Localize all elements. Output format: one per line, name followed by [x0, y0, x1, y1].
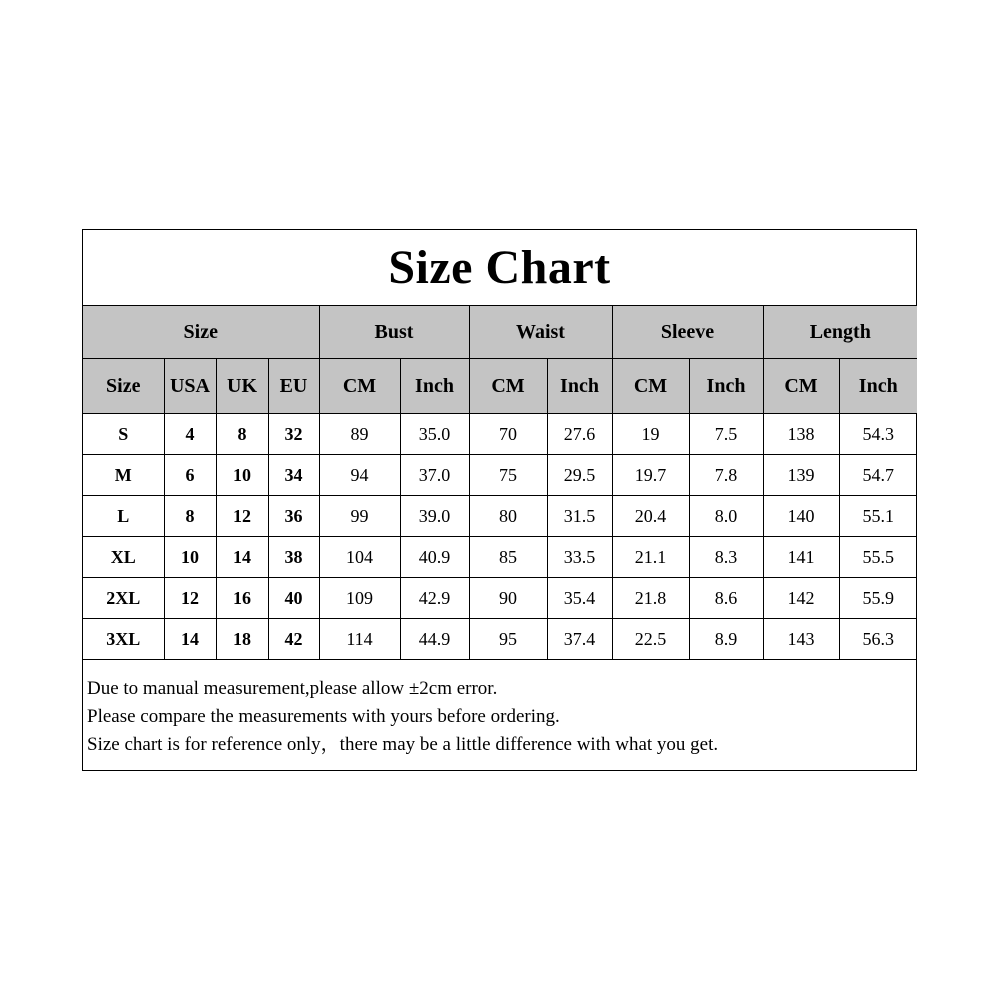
- table-cell: 20.4: [612, 496, 689, 537]
- table-cell: 95: [469, 619, 547, 660]
- table-cell: 21.1: [612, 537, 689, 578]
- table-body: [83, 414, 917, 660]
- table-cell: 42: [268, 619, 319, 660]
- table-cell: 37.4: [547, 619, 612, 660]
- table-cell: 114: [319, 619, 400, 660]
- table-cell: 4: [164, 414, 216, 455]
- table-row: [83, 619, 917, 660]
- table-cell: 8.6: [689, 578, 763, 619]
- table-cell: 55.9: [839, 578, 917, 619]
- sub-header-size: Size: [83, 359, 164, 414]
- table-cell: 19.7: [612, 455, 689, 496]
- table-cell: L: [83, 496, 164, 537]
- group-header-length: Length: [763, 306, 917, 359]
- table-cell: 22.5: [612, 619, 689, 660]
- table-cell: 54.3: [839, 414, 917, 455]
- note-line: Size chart is for reference only，there may be a little difference with what you get.: [87, 734, 719, 755]
- table-row: [83, 414, 917, 455]
- chart-title: Size Chart: [388, 241, 611, 294]
- table-cell: 138: [763, 414, 839, 455]
- table-cell: 8: [216, 414, 268, 455]
- table-cell: 55.1: [839, 496, 917, 537]
- group-header-bust: Bust: [319, 306, 469, 359]
- table-cell: 16: [216, 578, 268, 619]
- table-cell: 31.5: [547, 496, 612, 537]
- table-row: [83, 537, 917, 578]
- table-cell: 90: [469, 578, 547, 619]
- sub-header-sleeve-inch: Inch: [689, 359, 763, 414]
- table-cell: 34: [268, 455, 319, 496]
- sub-header-bust-inch: Inch: [400, 359, 469, 414]
- table-cell: 40: [268, 578, 319, 619]
- table-cell: 12: [164, 578, 216, 619]
- table-row: [83, 496, 917, 537]
- table-row: [83, 578, 917, 619]
- title-row: [83, 230, 916, 306]
- table-cell: 10: [216, 455, 268, 496]
- table-cell: XL: [83, 537, 164, 578]
- table-cell: 18: [216, 619, 268, 660]
- note-line: Due to manual measurement,please allow ±2cm error.: [87, 678, 498, 699]
- notes: [83, 660, 916, 759]
- table-cell: 89: [319, 414, 400, 455]
- sub-header-waist-inch: Inch: [547, 359, 612, 414]
- table-cell: 75: [469, 455, 547, 496]
- table-cell: 19: [612, 414, 689, 455]
- table-cell: 85: [469, 537, 547, 578]
- table-cell: 42.9: [400, 578, 469, 619]
- sub-header-sleeve-cm: CM: [612, 359, 689, 414]
- table-cell: 39.0: [400, 496, 469, 537]
- table-cell: 6: [164, 455, 216, 496]
- note-line: Please compare the measurements with yours before ordering.: [87, 706, 560, 727]
- table-cell: 38: [268, 537, 319, 578]
- sub-header-uk: UK: [216, 359, 268, 414]
- table-cell: 12: [216, 496, 268, 537]
- table-cell: 70: [469, 414, 547, 455]
- sub-header-row: [83, 359, 917, 414]
- table-cell: 44.9: [400, 619, 469, 660]
- table-cell: 104: [319, 537, 400, 578]
- table-cell: 32: [268, 414, 319, 455]
- sub-header-waist-cm: CM: [469, 359, 547, 414]
- table-cell: 94: [319, 455, 400, 496]
- table-cell: 7.8: [689, 455, 763, 496]
- table-cell: 35.0: [400, 414, 469, 455]
- table-cell: 14: [216, 537, 268, 578]
- group-header-size: Size: [83, 306, 319, 359]
- table-cell: 8.0: [689, 496, 763, 537]
- table-cell: 55.5: [839, 537, 917, 578]
- table-cell: 36: [268, 496, 319, 537]
- table-cell: 8.9: [689, 619, 763, 660]
- table-cell: M: [83, 455, 164, 496]
- table-cell: 29.5: [547, 455, 612, 496]
- table-cell: 139: [763, 455, 839, 496]
- sub-header-length-inch: Inch: [839, 359, 917, 414]
- table-cell: 37.0: [400, 455, 469, 496]
- size-table: [83, 306, 917, 660]
- table-cell: 40.9: [400, 537, 469, 578]
- table-cell: 7.5: [689, 414, 763, 455]
- sub-header-length-cm: CM: [763, 359, 839, 414]
- table-cell: 35.4: [547, 578, 612, 619]
- sub-header-eu: EU: [268, 359, 319, 414]
- table-cell: 8.3: [689, 537, 763, 578]
- table-cell: 14: [164, 619, 216, 660]
- table-cell: 54.7: [839, 455, 917, 496]
- table-cell: 21.8: [612, 578, 689, 619]
- group-header-sleeve: Sleeve: [612, 306, 763, 359]
- table-cell: 8: [164, 496, 216, 537]
- table-row: [83, 455, 917, 496]
- table-cell: 142: [763, 578, 839, 619]
- table-cell: 33.5: [547, 537, 612, 578]
- table-cell: S: [83, 414, 164, 455]
- group-header-waist: Waist: [469, 306, 612, 359]
- size-chart: [82, 229, 917, 771]
- table-cell: 109: [319, 578, 400, 619]
- group-header-row: [83, 306, 917, 359]
- table-cell: 141: [763, 537, 839, 578]
- table-cell: 10: [164, 537, 216, 578]
- table-cell: 143: [763, 619, 839, 660]
- table-cell: 3XL: [83, 619, 164, 660]
- table-cell: 99: [319, 496, 400, 537]
- table-cell: 27.6: [547, 414, 612, 455]
- table-cell: 80: [469, 496, 547, 537]
- table-cell: 140: [763, 496, 839, 537]
- table-cell: 2XL: [83, 578, 164, 619]
- table-cell: 56.3: [839, 619, 917, 660]
- sub-header-bust-cm: CM: [319, 359, 400, 414]
- sub-header-usa: USA: [164, 359, 216, 414]
